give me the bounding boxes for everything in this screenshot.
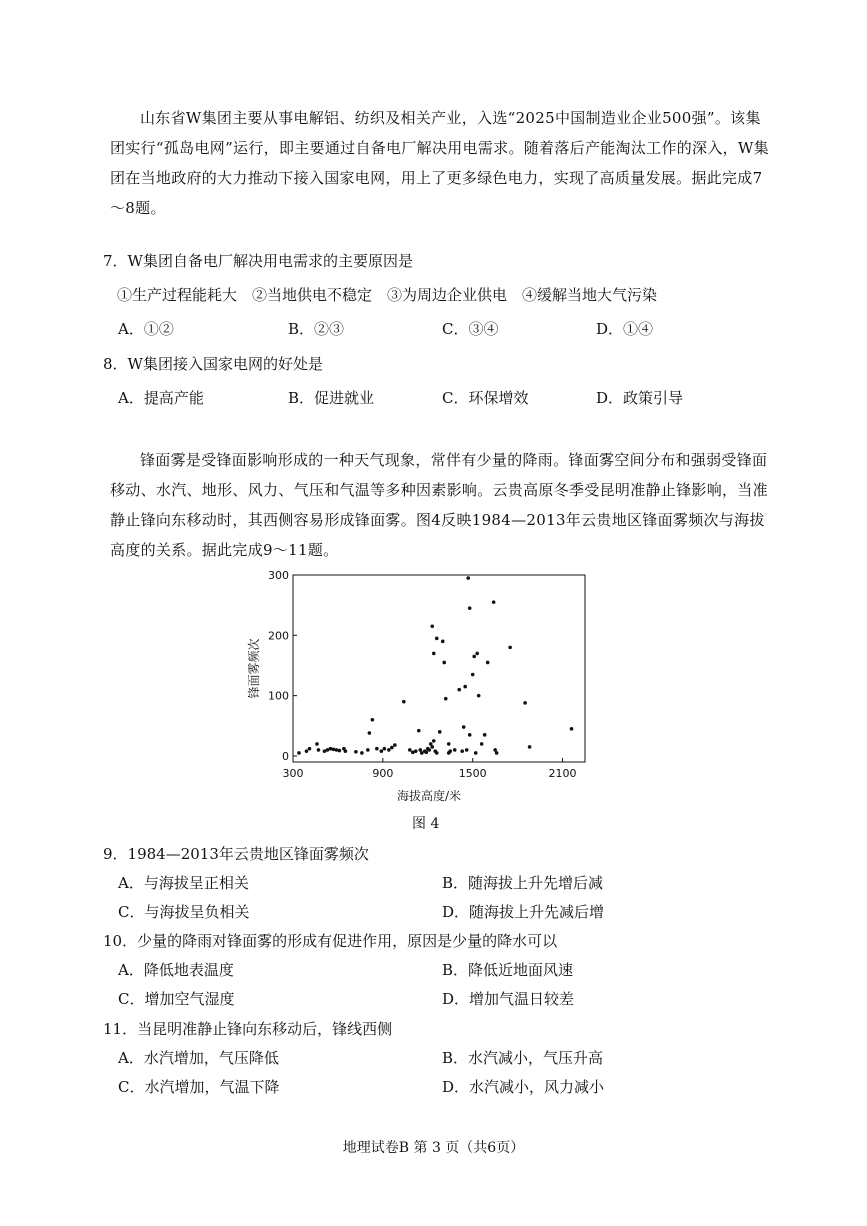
plot-frame (293, 575, 585, 762)
data-point (523, 701, 527, 705)
question-11-option-d[interactable]: D．水汽减小，风力减小 (442, 1078, 605, 1096)
data-point (486, 661, 490, 665)
data-point (329, 747, 333, 751)
passage-1: 山东省W集团主要从事电解铝、纺织及相关产业，入选“2025中国制造业企业500强”。该集团实行“孤岛电网”运行，即主要通过自备电厂解决用电需求。随着落后产能淘汰工作的深入，W集团在当地政府的大力推动下接入国家电网，用上了更多绿色电力，实现了高质量发展。据此完成7～8题。 (110, 109, 769, 217)
question-9-option-d[interactable]: D．随海拔上升先减后增 (442, 903, 605, 921)
data-point (463, 685, 467, 689)
data-point (508, 646, 512, 650)
data-point (317, 748, 321, 752)
question-9-stem: 9．1984—2013年云贵地区锋面雾频次 (103, 845, 369, 863)
question-11-stem: 11．当昆明准静止锋向东移动后，锋线西侧 (103, 1020, 393, 1038)
data-point (462, 725, 466, 729)
x-tick-label: 300 (282, 767, 304, 780)
data-point (465, 748, 469, 752)
question-9-option-a[interactable]: A．与海拔呈正相关 (118, 874, 249, 892)
question-8-option-c[interactable]: C．环保增效 (442, 389, 529, 407)
passage-2: 锋面雾是受锋面影响形成的一种天气现象，常伴有少量的降雨。锋面雾空间分布和强弱受锋面移动、水汽、地形、风力、气压和气温等多种因素影响。云贵高原冬季受昆明准静止锋影响，当准静止锋向东移动时，其西侧容易形成锋面雾。图4反映1984—2013年云贵地区锋面雾频次与海拔高度的关系。据此完成9～11题。 (110, 451, 768, 559)
data-point (308, 747, 312, 751)
data-point (338, 749, 342, 753)
page-footer: 地理试卷B 第 3 页（共6页） (342, 1140, 525, 1156)
question-10-stem: 10．少量的降雨对锋面雾的形成有促进作用，原因是少量的降水可以 (103, 932, 558, 950)
data-point (335, 748, 339, 752)
data-point (427, 748, 431, 752)
data-point (460, 749, 464, 753)
question-7-stem: 7．W集团自备电厂解决用电需求的主要原因是 (103, 252, 413, 270)
data-point (447, 742, 451, 746)
data-point (477, 694, 481, 698)
data-point (471, 673, 475, 677)
data-point (468, 606, 472, 610)
data-point (390, 746, 394, 750)
question-10-option-a[interactable]: A．降低地表温度 (118, 961, 234, 979)
question-7-option-a[interactable]: A．①② (118, 320, 174, 338)
y-tick-label: 300 (268, 569, 289, 582)
data-point (475, 652, 479, 656)
question-7-statements: ①生产过程能耗大 ②当地供电不稳定 ③为周边企业供电 ④缓解当地大气污染 (117, 286, 658, 304)
question-11-option-b[interactable]: B．水汽减小，气压升高 (442, 1049, 604, 1067)
data-point (528, 745, 532, 749)
data-point (441, 640, 445, 644)
question-8-option-a[interactable]: A．提高产能 (118, 389, 204, 407)
data-point (366, 748, 370, 752)
x-tick-label: 900 (372, 767, 394, 780)
data-point (457, 688, 461, 692)
y-axis-label: 锋面雾频次 (247, 638, 261, 699)
data-point (332, 748, 336, 752)
question-11-option-a[interactable]: A．水汽增加，气压降低 (118, 1049, 279, 1067)
data-point (305, 749, 309, 753)
question-8-option-d[interactable]: D．政策引导 (596, 389, 684, 407)
question-8-stem: 8．W集团接入国家电网的好处是 (103, 355, 323, 373)
data-point (472, 655, 476, 659)
data-point (492, 600, 496, 604)
scatter-plot (240, 565, 600, 805)
data-point (420, 751, 424, 755)
data-point (430, 624, 434, 628)
data-point (380, 749, 384, 753)
question-8-option-b[interactable]: B．促进就业 (288, 389, 375, 407)
data-point (393, 743, 397, 747)
data-point (387, 748, 391, 752)
data-point (432, 652, 436, 656)
data-point (424, 751, 428, 755)
data-point (466, 576, 470, 580)
question-7-option-b[interactable]: B．②③ (288, 320, 345, 338)
data-point (371, 718, 375, 722)
data-point (297, 751, 301, 755)
data-point (438, 730, 442, 734)
data-point (417, 729, 421, 733)
question-7-option-c[interactable]: C．③④ (442, 320, 499, 338)
data-point (448, 749, 452, 753)
y-tick-label: 200 (268, 629, 289, 643)
data-point (432, 739, 436, 743)
data-point (375, 747, 379, 751)
data-point (354, 750, 358, 754)
data-point (360, 751, 364, 755)
data-point (435, 751, 439, 755)
data-point (368, 731, 372, 735)
question-7-option-d[interactable]: D．①④ (596, 320, 654, 338)
data-point (468, 733, 472, 737)
x-tick-label: 1500 (458, 767, 487, 780)
question-10-option-d[interactable]: D．增加气温日较差 (442, 990, 575, 1008)
data-point (483, 733, 487, 737)
question-10-option-c[interactable]: C．增加空气湿度 (118, 990, 235, 1008)
data-point (442, 661, 446, 665)
data-point (315, 742, 319, 746)
data-point (408, 748, 412, 752)
data-point (402, 700, 406, 704)
y-tick-label: 0 (282, 749, 289, 763)
x-tick-label: 2100 (548, 767, 577, 780)
data-point (444, 697, 448, 701)
data-point (495, 751, 499, 755)
question-9-option-b[interactable]: B．随海拔上升先增后减 (442, 874, 604, 892)
data-point (414, 749, 418, 753)
data-point (453, 748, 457, 752)
data-point (383, 747, 387, 751)
x-axis-label: 海拔高度/米 (396, 789, 462, 803)
data-point (480, 742, 484, 746)
question-10-option-b[interactable]: B．降低近地面风速 (442, 961, 574, 979)
question-11-option-c[interactable]: C．水汽增加，气温下降 (118, 1078, 280, 1096)
figure-4-chart (240, 565, 600, 805)
data-point (344, 749, 348, 753)
y-tick-label: 100 (268, 689, 289, 703)
question-9-option-c[interactable]: C．与海拔呈负相关 (118, 903, 250, 921)
data-point (430, 745, 434, 749)
data-point (435, 637, 439, 641)
data-point (570, 727, 574, 731)
figure-caption: 图 4 (412, 816, 440, 832)
data-point (474, 751, 478, 755)
